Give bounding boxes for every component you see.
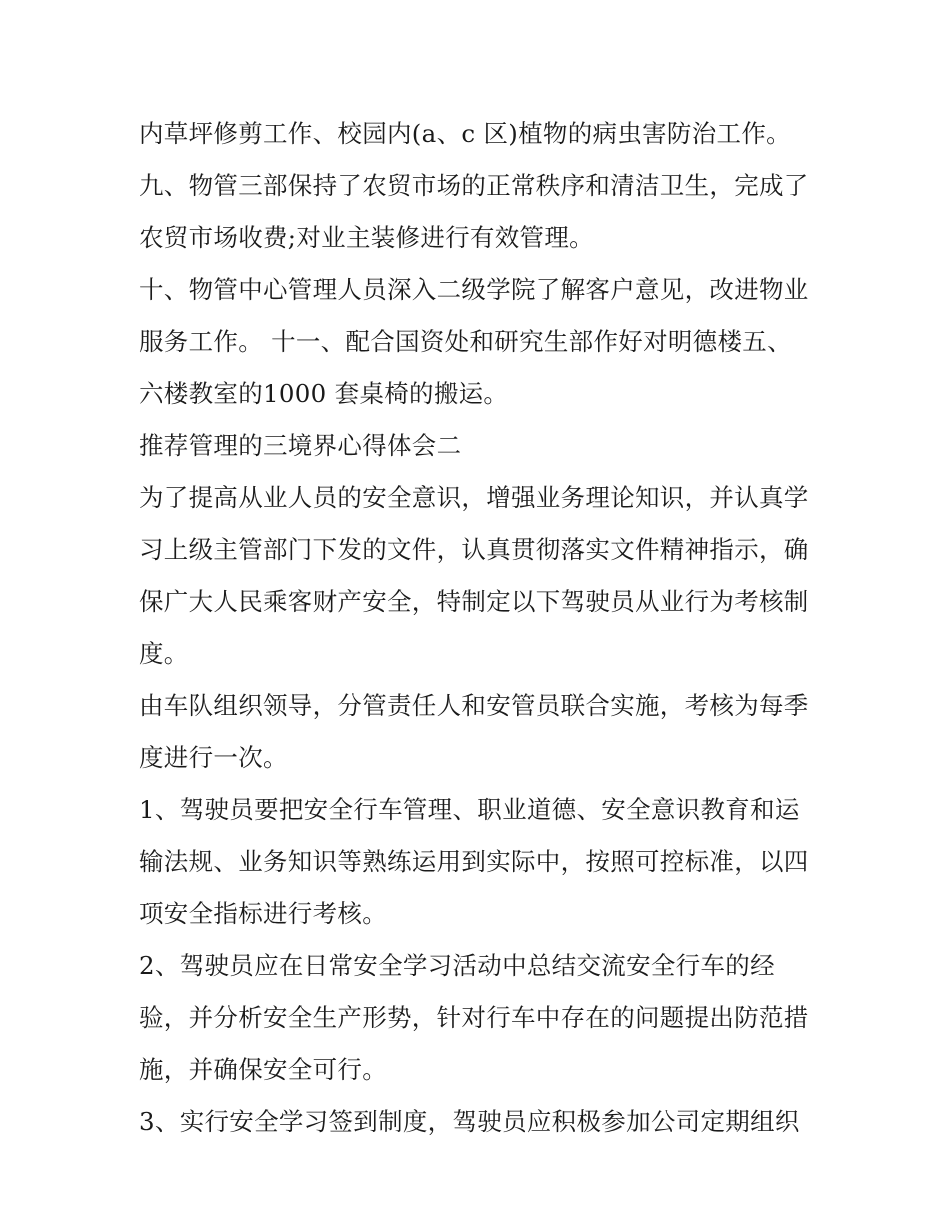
text-line: 内草坪修剪工作、校园内(a、c 区)植物的病虫害防治工作。 <box>139 119 791 148</box>
text-line: 验，并分析安全生产形势，针对行车中存在的问题提出防范措 <box>139 1003 809 1032</box>
text-line: 施，并确保安全可行。 <box>139 1055 387 1084</box>
document-body <box>139 108 829 1148</box>
section-heading: 推荐管理的三境界心得体会二 <box>139 431 462 460</box>
text-line: 九、物管三部保持了农贸市场的正常秩序和清洁卫生，完成了 <box>139 171 809 200</box>
text-line: 习上级主管部门下发的文件，认真贯彻落实文件精神指示，确 <box>139 535 809 564</box>
text-line: 服务工作。 十一、配合国资处和研究生部作好对明德楼五、 <box>139 327 792 356</box>
text-line: 项安全指标进行考核。 <box>139 899 387 928</box>
text-line: 保广大人民乘客财产安全，特制定以下驾驶员从业行为考核制 <box>139 587 809 616</box>
text-line: 2、驾驶员应在日常安全学习活动中总结交流安全行车的经 <box>139 951 775 980</box>
text-line: 输法规、业务知识等熟练运用到实际中，按照可控标准，以四 <box>139 847 809 876</box>
text-line: 六楼教室的1000 套桌椅的搬运。 <box>139 379 509 408</box>
text-line: 度进行一次。 <box>139 743 288 772</box>
text-line: 1、驾驶员要把安全行车管理、职业道德、安全意识教育和运 <box>139 795 800 824</box>
text-line: 农贸市场收费;对业主装修进行有效管理。 <box>139 223 594 252</box>
text-line: 度。 <box>139 639 189 668</box>
text-line: 3、实行安全学习签到制度，驾驶员应积极参加公司定期组织 <box>139 1107 800 1136</box>
text-line: 由车队组织领导，分管责任人和安管员联合实施，考核为每季 <box>139 691 809 720</box>
text-line: 为了提高从业人员的安全意识，增强业务理论知识，并认真学 <box>139 483 809 512</box>
text-line: 十、物管中心管理人员深入二级学院了解客户意见，改进物业 <box>139 275 809 304</box>
